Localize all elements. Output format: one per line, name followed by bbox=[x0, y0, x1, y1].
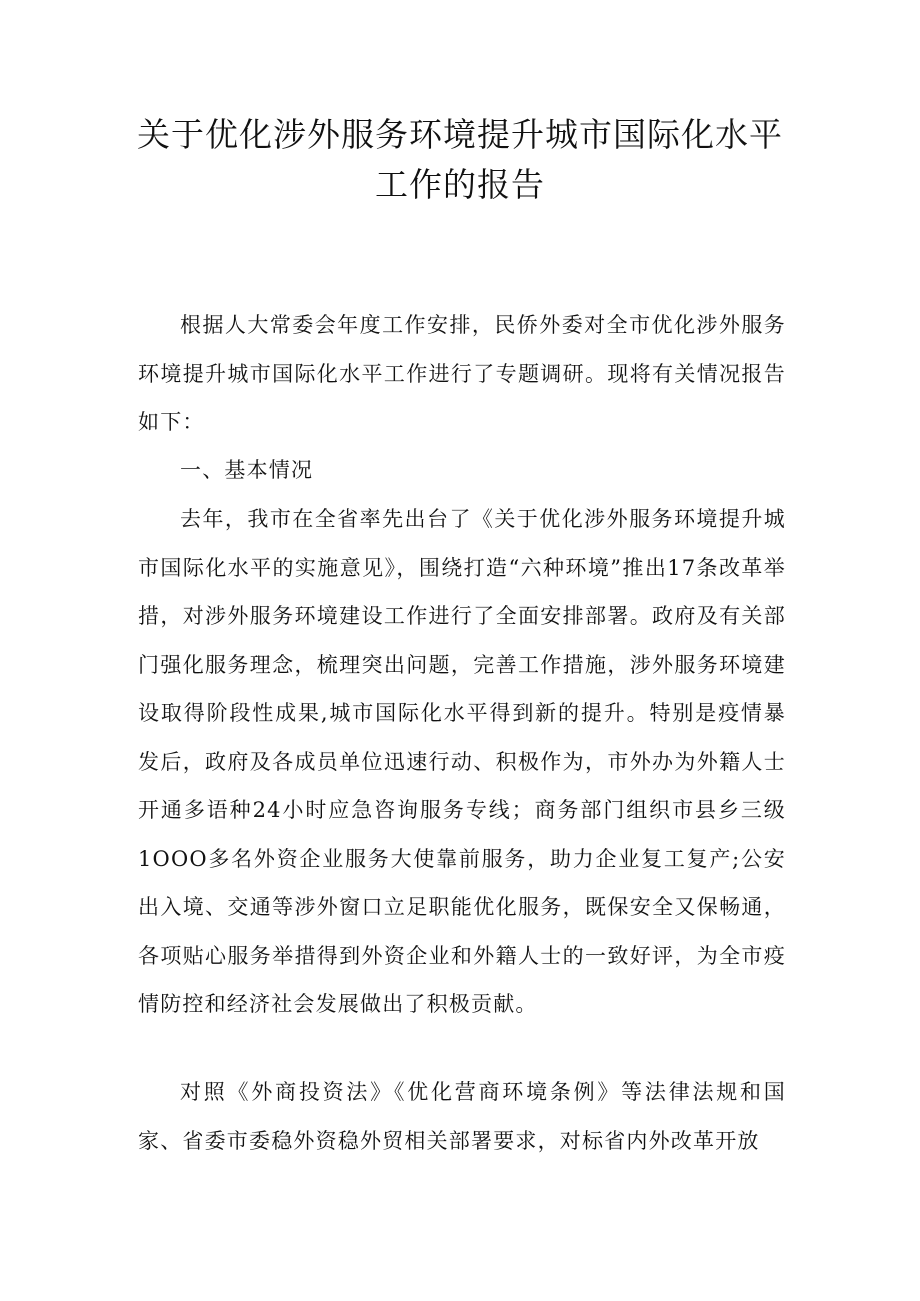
section-heading-basic-situation: 一、基本情况 bbox=[180, 458, 314, 482]
basic-situation-paragraph: 去年，我市在全省率先出台了《关于优化涉外服务环境提升城市国际化水平的实施意见》，围绕打造“六种环境”推出17条改革举措，对涉外服务环境建设工作进行了全面安排部署。政府及有关部门强化服务理念，梳理突出问题，完善工作措施，涉外服务环境建设取得阶段性成果,城市国际化水平得到新的提升。特别是疫情暴发后，政府及各成员单位迅速行动、积极作为，市外办为外籍人士开通多语种24小时应急咨询服务专线；商务部门组织市县乡三级1OOO多名外资企业服务大使靠前服务，助力企业复工复产;公安出入境、交通等涉外窗口立足职能优化服务，既保安全又保畅通，各项贴心服务举措得到外资企业和外籍人士的一致好评，为全市疫情防控和经济社会发展做出了积极贡献。 bbox=[138, 507, 786, 1016]
document-title: 关于优化涉外服务环境提升城市国际化水平工作的报告 bbox=[137, 115, 783, 204]
comparison-paragraph: 对照《外商投资法》《优化营商环境条例》等法律法规和国家、省委市委稳外资稳外贸相关部署要求，对标省内外改革开放 bbox=[138, 1080, 786, 1153]
intro-paragraph: 根据人大常委会年度工作安排，民侨外委对全市优化涉外服务环境提升城市国际化水平工作进行了专题调研。现将有关情况报告如下： bbox=[138, 313, 786, 434]
